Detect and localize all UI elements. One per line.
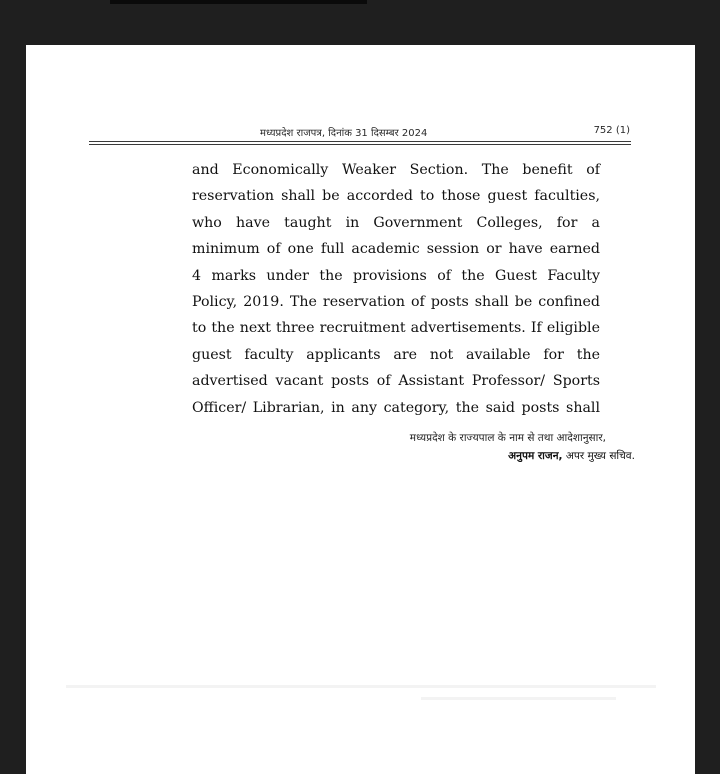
scan-artifact — [421, 697, 616, 700]
text-line: and Economically Weaker Section. The benefit of — [192, 162, 600, 178]
signatory — [508, 449, 635, 463]
text-line: minimum of one full academic session or have earned — [192, 241, 600, 258]
scan-artifact — [66, 685, 656, 688]
header-rule — [89, 144, 631, 145]
signatory-designation: अपर मुख्य सचिव. — [565, 450, 635, 462]
document-page — [26, 45, 695, 774]
text-line: guest faculty applicants are not available for the — [192, 346, 600, 363]
page-header — [89, 125, 630, 139]
text-line: who have taught in Government Colleges, for a — [192, 214, 600, 231]
text-line: advertised vacant posts of Assistant Professor/ Sports — [192, 373, 600, 390]
text-line: to the next three recruitment advertisements. If eligible — [192, 320, 600, 337]
signatory-name: अनुपम राजन, — [508, 450, 563, 462]
text-line: Officer/ Librarian, in any category, the said posts shall — [192, 399, 600, 416]
top-bar — [110, 0, 367, 4]
text-line: Policy, 2019. The reservation of posts shall be confined — [192, 294, 600, 311]
gazette-title: मध्यप्रदेश राजपत्र, दिनांक 31 दिसम्बर 2024 — [260, 128, 428, 139]
authority-line: मध्यप्रदेश के राज्यपाल के नाम से तथा आदेशानुसार, — [409, 432, 606, 444]
text-line: 4 marks under the provisions of the Guest Faculty — [192, 267, 600, 284]
text-line: reservation shall be accorded to those guest faculties, — [192, 188, 600, 205]
page-number: 752 (1) — [593, 125, 630, 136]
body-paragraph — [192, 157, 600, 421]
header-rule — [89, 141, 631, 142]
